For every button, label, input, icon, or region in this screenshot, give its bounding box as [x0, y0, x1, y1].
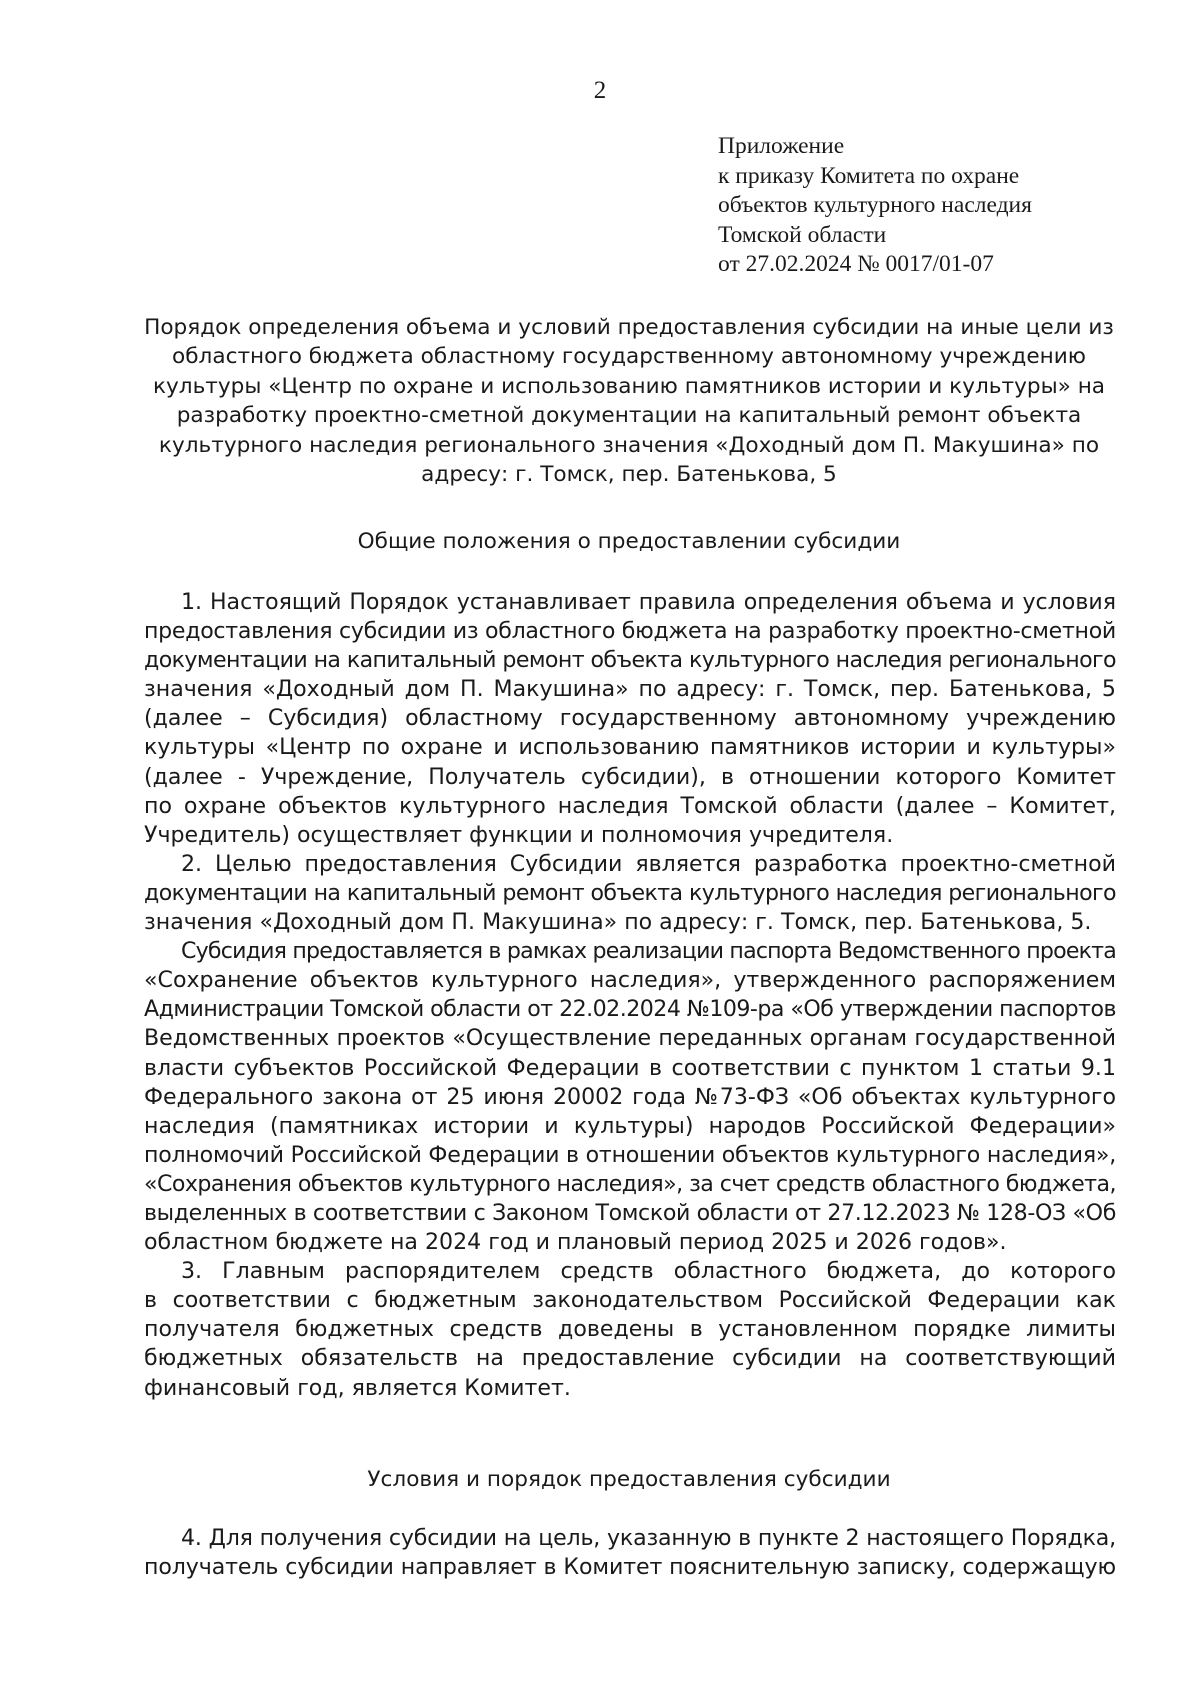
text-line: документации на капитальный ремонт объекта культурного наследия регионального: [144, 647, 1116, 674]
title-line: адресу: г. Томск, пер. Батенькова, 5: [421, 462, 837, 488]
section-body-conditions: [144, 1524, 1116, 1582]
page-number: 2: [593, 77, 607, 104]
text-line: «Сохранение объектов культурного наследия», утвержденного распоряжением: [144, 967, 1116, 994]
text-line: предоставления субсидии из областного бюджета на разработку проектно-сметной: [144, 618, 1116, 645]
appendix-line: от 27.02.2024 № 0017/01-07: [718, 251, 994, 277]
text-line: финансовый год, является Комитет.: [144, 1374, 571, 1401]
text-line: «Сохранения объектов культурного наследия», за счет средств областного бюджета,: [144, 1170, 1116, 1197]
title-line: Порядок определения объема и условий предоставления субсидии на иные цели из: [144, 315, 1114, 340]
text-line: Ведомственных проектов «Осуществление переданных органам государственной: [144, 1025, 1116, 1052]
text-line: получателя бюджетных средств доведены в установленном порядке лимиты: [144, 1316, 1116, 1343]
appendix-line: объектов культурного наследия: [718, 192, 1032, 218]
text-line: документации на капитальный ремонт объекта культурного наследия регионального: [144, 879, 1116, 906]
text-line: 2. Целью предоставления Субсидии является разработка проектно-сметной: [181, 850, 1116, 877]
appendix-line: Томской области: [718, 221, 887, 248]
text-line: (далее – Субсидия) областному государственному автономному учреждению: [144, 705, 1116, 732]
title-line: областного бюджета областному государственному автономному учреждению: [172, 344, 1086, 370]
text-line: власти субъектов Российской Федерации в соответствии с пунктом 1 статьи 9.1: [144, 1054, 1116, 1081]
text-line: наследия (памятниках истории и культуры) народов Российской Федерации»: [144, 1112, 1116, 1139]
text-line: в соответствии с бюджетным законодательством Российской Федерации как: [144, 1287, 1116, 1314]
appendix-line: к приказу Комитета по охране: [718, 162, 1020, 189]
text-line: значения «Доходный дом П. Макушина» по адресу: г. Томск, пер. Батенькова, 5: [144, 676, 1116, 703]
text-line: культуры «Центр по охране и использованию памятников истории и культуры»: [144, 734, 1116, 761]
text-line: Учредитель) осуществляет функции и полномочия учредителя.: [144, 821, 894, 848]
text-line: (далее - Учреждение, Получатель субсидии), в отношении которого Комитет: [144, 763, 1116, 790]
text-line: 3. Главным распорядителем средств областного бюджета, до которого: [181, 1258, 1116, 1285]
title-line: культуры «Центр по охране и использованию памятников истории и культуры» на: [152, 373, 1106, 399]
document-title: [130, 313, 1128, 489]
section-heading-conditions: Условия и порядок предоставления субсидии: [367, 1467, 891, 1492]
section-heading-general: Общие положения о предоставлении субсидии: [357, 529, 901, 554]
text-line: областном бюджете на 2024 год и плановый период 2025 и 2026 годов».: [144, 1229, 1007, 1256]
title-line: культурного наследия регионального значения «Доходный дом П. Макушина» по: [158, 432, 1100, 458]
text-line: значения «Доходный дом П. Макушина» по адресу: г. Томск, пер. Батенькова, 5.: [144, 909, 1092, 936]
title-line: разработку проектно-сметной документации на капитальный ремонт объекта: [176, 403, 1082, 429]
text-line: получатель субсидии направляет в Комитет пояснительную записку, содержащую: [144, 1554, 1116, 1581]
text-line: полномочий Российской Федерации в отношении объектов культурного наследия»,: [144, 1141, 1116, 1168]
text-line: по охране объектов культурного наследия Томской области (далее – Комитет,: [144, 792, 1116, 819]
text-line: бюджетных обязательств на предоставление субсидии на соответствующий: [144, 1345, 1116, 1372]
section-body-general: [144, 588, 1116, 1403]
appendix-block: [718, 132, 1178, 280]
text-line: Администрации Томской области от 22.02.2024 №109-ра «Об утверждении паспортов: [144, 996, 1116, 1023]
appendix-line: Приложение: [718, 133, 845, 159]
text-line: Федерального закона от 25 июня 20002 года №73-ФЗ «Об объектах культурного: [144, 1083, 1116, 1110]
text-line: выделенных в соответствии с Законом Томской области от 27.12.2023 № 128-ОЗ «Об: [144, 1199, 1116, 1226]
text-line: 4. Для получения субсидии на цель, указанную в пункте 2 настоящего Порядка,: [181, 1525, 1116, 1551]
text-line: Субсидия предоставляется в рамках реализации паспорта Ведомственного проекта: [181, 938, 1116, 965]
text-line: 1. Настоящий Порядок устанавливает правила определения объема и условия: [181, 589, 1116, 615]
